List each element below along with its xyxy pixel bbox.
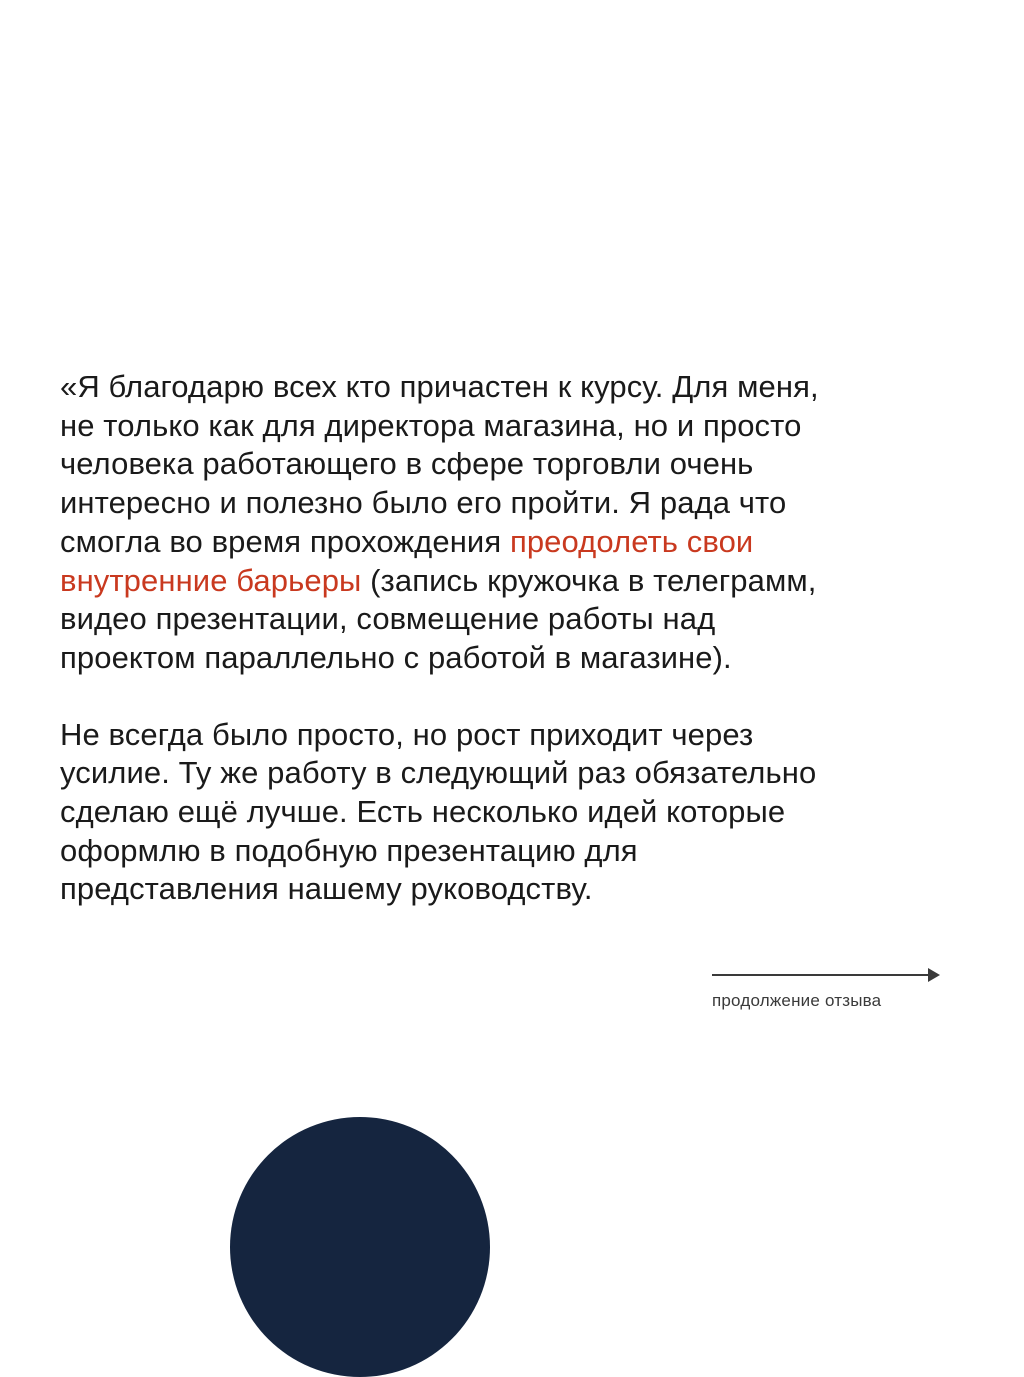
review-line: сделаю ещё лучше. Есть несколько идей которые: [60, 794, 786, 830]
review-line: «Я благодарю всех кто причастен к курсу. Для меня,: [60, 369, 819, 404]
arrow-head: [928, 968, 940, 982]
review-paragraph-1: [60, 368, 960, 678]
review-line: оформлю в подобную презентацию для: [60, 832, 638, 868]
review-text: (запись кружочка в телеграмм,: [361, 562, 817, 598]
review-line: представления нашему руководству.: [60, 871, 593, 907]
review-line: человека работающего в сфере торговли очень: [60, 446, 754, 482]
arrow-shaft: [712, 974, 932, 976]
review-line: интересно и полезно было его пройти. Я рада что: [60, 485, 787, 521]
review-line: видео презентации, совмещение работы над: [60, 601, 716, 637]
continue-label: продолжение отзыва: [712, 991, 882, 1010]
decorative-circle: [230, 1117, 490, 1377]
highlighted-phrase: внутренние барьеры: [60, 562, 362, 598]
review-line: [60, 523, 960, 562]
review-paragraph-2: [60, 716, 960, 910]
review-line: проектом параллельно с работой в магазине).: [60, 639, 732, 675]
review-text: смогла во время прохождения: [60, 523, 510, 559]
arrow-right-icon: [712, 965, 942, 985]
review-line: Не всегда было просто, но рост приходит через: [60, 716, 754, 752]
review-line: [60, 562, 960, 601]
review-line: не только как для директора магазина, но и просто: [60, 407, 802, 443]
review-quote: [60, 368, 960, 909]
review-line: усилие. Ту же работу в следующий раз обязательно: [60, 755, 817, 791]
continue-review-link[interactable]: [712, 965, 942, 1010]
highlighted-phrase: преодолеть свои: [509, 523, 754, 559]
